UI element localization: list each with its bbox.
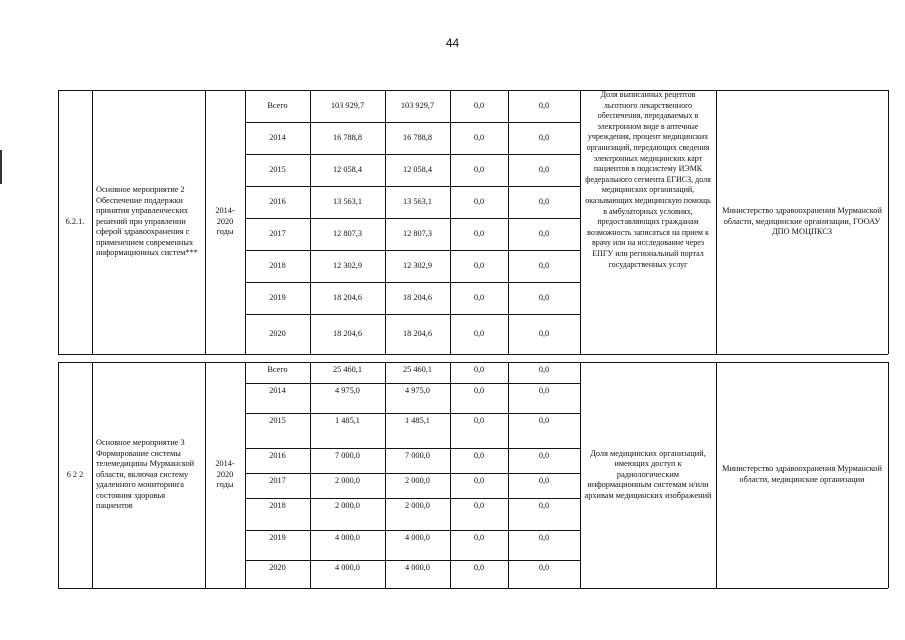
funding-total-value: 2 000,0 bbox=[335, 476, 360, 485]
funding-regional-value: 13 563,1 bbox=[402, 196, 433, 206]
funding-other-value: 0,0 bbox=[538, 365, 550, 374]
funding-regional-value: 2 000,0 bbox=[405, 476, 430, 485]
target-indicator: Доля выписанных рецептов льготного лекарственного обеспечения, передаваемых в электронном виде в аптечные учреждения, процент медицинских организаций, передающих сведения электронных медицинских карт пациентов в подсистему ИЭМК федерального сегмента ЕГИСЗ, доля медицинских организаций, оказывающих медицинскую помощь в амбулаторных условиях, предоставляющих гражданам возможность записаться на прием к врачу или на исследование через ЕПГУ или региональный портал государственных услуг bbox=[585, 90, 711, 269]
funding-other-value: 0,0 bbox=[538, 451, 550, 460]
funding-regional-value: 12 058,4 bbox=[402, 164, 433, 174]
table-column-border bbox=[716, 90, 717, 354]
funding-total-value: 12 807,3 bbox=[332, 228, 363, 238]
year-label: 2018 bbox=[269, 260, 286, 270]
activity-title: Основное мероприятие 2 Обеспечение поддержки принятия управленческих решений при управлении сферой здравоохранения с применением современных информационных систем*** bbox=[96, 184, 198, 258]
funding-regional-value: 12 302,9 bbox=[402, 260, 433, 270]
funding-federal-value: 0,0 bbox=[473, 260, 485, 270]
funding-other-value: 0,0 bbox=[538, 260, 550, 270]
funding-total-value: 16 788,8 bbox=[332, 132, 363, 142]
funding-regional-value: 18 204,6 bbox=[402, 328, 433, 338]
funding-federal-value: 0,0 bbox=[473, 292, 485, 302]
funding-total-value: 13 563,1 bbox=[332, 196, 363, 206]
year-label: 2019 bbox=[269, 533, 286, 542]
funding-federal-value: 0,0 bbox=[473, 451, 485, 460]
year-label: 2015 bbox=[269, 164, 286, 174]
funding-total-value: 4 000,0 bbox=[335, 563, 360, 572]
table-column-border bbox=[888, 362, 889, 588]
table-column-border bbox=[888, 90, 889, 354]
funding-regional-value: 12 807,3 bbox=[402, 228, 433, 238]
funding-regional-value: 4 975,0 bbox=[405, 386, 430, 395]
funding-regional-value: 2 000,0 bbox=[405, 501, 430, 510]
year-label: Всего bbox=[267, 100, 288, 110]
funding-other-value: 0,0 bbox=[538, 132, 550, 142]
responsible-executor: Министерство здравоохранения Мурманской области, медицинские организации, ГООАУ ДПО МОЦПКСЗ bbox=[722, 206, 882, 237]
table-column-border bbox=[580, 90, 581, 354]
funding-other-value: 0,0 bbox=[538, 386, 550, 395]
funding-other-value: 0,0 bbox=[538, 228, 550, 238]
table-column-border bbox=[580, 362, 581, 588]
funding-regional-value: 103 929,7 bbox=[400, 100, 435, 110]
funding-regional-value: 4 000,0 bbox=[405, 533, 430, 542]
funding-total-value: 1 485,1 bbox=[335, 416, 360, 425]
funding-total-value: 25 460,1 bbox=[332, 365, 363, 374]
funding-federal-value: 0,0 bbox=[473, 476, 485, 485]
responsible-executor: Министерство здравоохранения Мурманской области, медицинские организации bbox=[722, 464, 882, 484]
funding-other-value: 0,0 bbox=[538, 164, 550, 174]
funding-total-value: 2 000,0 bbox=[335, 501, 360, 510]
implementation-period: 2014- 2020 годы bbox=[215, 206, 235, 237]
funding-federal-value: 0,0 bbox=[473, 228, 485, 238]
year-label: 2015 bbox=[269, 416, 286, 425]
funding-federal-value: 0,0 bbox=[473, 164, 485, 174]
funding-total-value: 103 929,7 bbox=[330, 100, 365, 110]
funding-federal-value: 0,0 bbox=[473, 196, 485, 206]
page-number: 44 bbox=[445, 36, 460, 50]
funding-other-value: 0,0 bbox=[538, 563, 550, 572]
funding-total-value: 12 058,4 bbox=[332, 164, 363, 174]
funding-other-value: 0,0 bbox=[538, 533, 550, 542]
year-label: 2017 bbox=[269, 228, 286, 238]
funding-federal-value: 0,0 bbox=[473, 132, 485, 142]
year-label: 2016 bbox=[269, 196, 286, 206]
table-column-border bbox=[92, 362, 93, 588]
year-label: 2017 bbox=[269, 476, 286, 485]
target-indicator: Доля медицинских организаций, имеющих доступ к радиологическим информационным системам и/или архивам медицинских изображений bbox=[584, 448, 712, 500]
funding-federal-value: 0,0 bbox=[473, 563, 485, 572]
funding-total-value: 4 975,0 bbox=[335, 386, 360, 395]
year-label: 2018 bbox=[269, 501, 286, 510]
funding-federal-value: 0,0 bbox=[473, 100, 485, 110]
year-label: 2020 bbox=[269, 328, 286, 338]
year-label: 2019 bbox=[269, 292, 286, 302]
funding-other-value: 0,0 bbox=[538, 328, 550, 338]
funding-other-value: 0,0 bbox=[538, 501, 550, 510]
funding-federal-value: 0,0 bbox=[473, 416, 485, 425]
funding-regional-value: 16 788,8 bbox=[402, 132, 433, 142]
funding-federal-value: 0,0 bbox=[473, 386, 485, 395]
funding-total-value: 7 000,0 bbox=[335, 451, 360, 460]
funding-regional-value: 7 000,0 bbox=[405, 451, 430, 460]
funding-regional-value: 25 460,1 bbox=[402, 365, 433, 374]
funding-federal-value: 0,0 bbox=[473, 533, 485, 542]
year-label: 2014 bbox=[269, 132, 286, 142]
funding-regional-value: 18 204,6 bbox=[402, 292, 433, 302]
funding-other-value: 0,0 bbox=[538, 292, 550, 302]
table-row-border bbox=[58, 588, 888, 589]
funding-total-value: 18 204,6 bbox=[332, 328, 363, 338]
funding-other-value: 0,0 bbox=[538, 476, 550, 485]
funding-federal-value: 0,0 bbox=[473, 365, 485, 374]
item-number: 6.2.1. bbox=[65, 216, 85, 226]
year-label: 2016 bbox=[269, 451, 286, 460]
funding-total-value: 18 204,6 bbox=[332, 292, 363, 302]
year-label: Всего bbox=[267, 365, 288, 374]
item-number: 6 2 2 bbox=[66, 469, 84, 479]
funding-federal-value: 0,0 bbox=[473, 328, 485, 338]
funding-other-value: 0,0 bbox=[538, 196, 550, 206]
funding-regional-value: 1 485,1 bbox=[405, 416, 430, 425]
implementation-period: 2014- 2020 годы bbox=[215, 459, 235, 490]
funding-total-value: 12 302,9 bbox=[332, 260, 363, 270]
table-row-border bbox=[58, 354, 888, 355]
activity-title: Основное мероприятие 3 Формирование системы телемедицины Мурманской области, включая систему удаленного мониторинга состояния здоровья пациентов bbox=[96, 437, 195, 511]
funding-federal-value: 0,0 bbox=[473, 501, 485, 510]
year-label: 2020 bbox=[269, 563, 286, 572]
table-column-border bbox=[716, 362, 717, 588]
scan-margin-mark bbox=[0, 150, 2, 184]
funding-other-value: 0,0 bbox=[538, 416, 550, 425]
funding-total-value: 4 000,0 bbox=[335, 533, 360, 542]
funding-regional-value: 4 000,0 bbox=[405, 563, 430, 572]
year-label: 2014 bbox=[269, 386, 286, 395]
table-column-border bbox=[92, 90, 93, 354]
funding-other-value: 0,0 bbox=[538, 100, 550, 110]
